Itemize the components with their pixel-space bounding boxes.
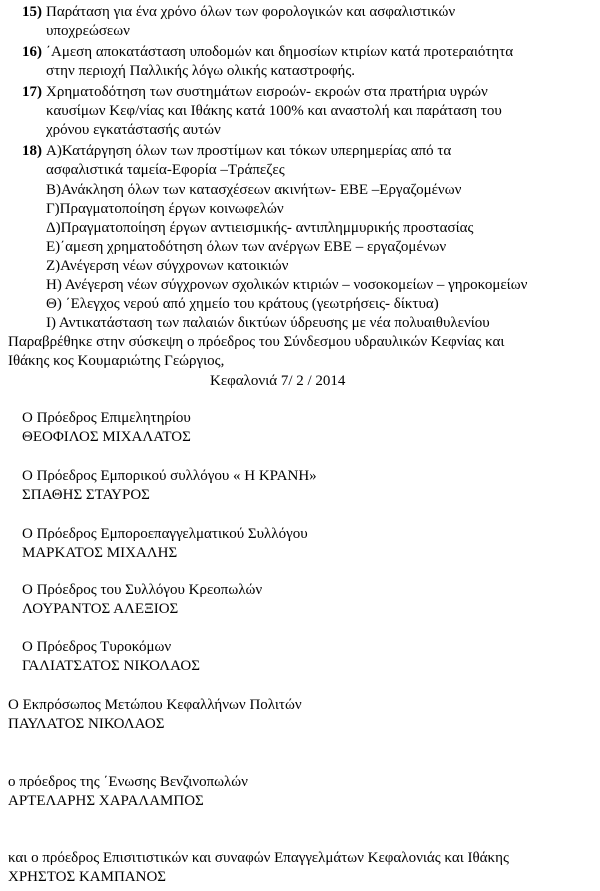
signatory-8-role: και ο πρόεδρος Επισιτιστικών και συναφών Επαγγελμάτων Κεφαλονιάς και Ιθάκης xyxy=(8,850,509,866)
item-18-sub-a-cont: ασφαλιστικά ταμεία-Εφορία –Τράπεζες xyxy=(46,162,285,178)
closing-line-1: Παραβρέθηκε στην σύσκεψη ο πρόεδρος του Σύνδεσμου υδραυλικών Κεφνίας και xyxy=(8,334,505,350)
document-date: Κεφαλονιά 7/ 2 / 2014 xyxy=(210,373,346,389)
signatory-4-role: Ο Πρόεδρος του Συλλόγου Κρεοπωλών xyxy=(22,582,263,598)
item-18-sub-i: Ι) Αντικατάσταση των παλαιών δικτύων ύδρευσης με νέα πολυαιθυλενίου xyxy=(46,315,490,331)
item-18-sub-a: Α)Κατάργηση όλων των προστίμων και τόκων υπερημερίας από τα xyxy=(46,143,452,159)
signatory-6-role: Ο Εκπρόσωπος Μετώπου Κεφαλλήνων Πολιτών xyxy=(8,697,302,713)
signatory-1-name: ΘΕΟΦΙΛΟΣ ΜΙΧΑΛΑΤΟΣ xyxy=(22,429,191,445)
item-16-number: 16) xyxy=(22,44,42,60)
signatory-3-role: Ο Πρόεδρος Εμποροεπαγγελματικού Συλλόγου xyxy=(22,526,308,542)
signatory-8-name: ΧΡΗΣΤΟΣ ΚΑΜΠΑΝΟΣ xyxy=(8,869,167,885)
item-15-line-2: υποχρεώσεων xyxy=(46,23,130,39)
item-18-sub-b: Β)Ανάκληση όλων των κατασχέσεων ακινήτων- ΕΒΕ –Εργαζομένων xyxy=(46,182,462,198)
signatory-2-name: ΣΠΑΘΗΣ ΣΤΑΥΡΟΣ xyxy=(22,487,150,503)
item-16-line-2: στην περιοχή Παλλικής λόγω ολικής καταστροφής. xyxy=(46,63,356,79)
item-15-line-1: Παράταση για ένα χρόνο όλων των φορολογικών και ασφαλιστικών xyxy=(46,4,456,20)
item-18-sub-z: Ζ)Ανέγερση νέων σύγχρονων κατοικιών xyxy=(46,258,289,274)
item-16-line-1: ΄Αμεση αποκατάσταση υποδομών και δημοσίων κτιρίων κατά προτεραιότητα xyxy=(46,44,514,60)
item-15-number: 15) xyxy=(22,4,42,20)
signatory-2-role: Ο Πρόεδρος Εμπορικού συλλόγου « Η ΚΡΑΝΗ» xyxy=(22,468,317,484)
signatory-7-role: ο πρόεδρος της ΄Ενωσης Βενζινοπωλών xyxy=(8,774,248,790)
signatory-3-name: ΜΑΡΚΑΤΟΣ ΜΙΧΑΛΗΣ xyxy=(22,545,178,561)
closing-line-2: Ιθάκης κος Κουμαριώτης Γεώργιος, xyxy=(8,353,225,369)
signatory-1-role: Ο Πρόεδρος Επιμελητηρίου xyxy=(22,410,191,426)
item-17-line-1: Χρηματοδότηση των συστημάτων εισροών- εκροών στα πρατήρια υγρών xyxy=(46,84,488,100)
signatory-5-role: Ο Πρόεδρος Τυροκόμων xyxy=(22,639,172,655)
signatory-6-name: ΠΑΥΛΑΤΟΣ ΝΙΚΟΛΑΟΣ xyxy=(8,716,165,732)
item-18-sub-c: Γ)Πραγματοποίηση έργων κοινωφελών xyxy=(46,201,284,217)
item-18-sub-d: Δ)Πραγματοποίηση έργων αντιεισμικής- αντιπλημμυρικής προστασίας xyxy=(46,220,474,236)
signatory-7-name: ΑΡΤΕΛΑΡΗΣ ΧΑΡΑΛΑΜΠΟΣ xyxy=(8,793,204,809)
item-18-sub-th: Θ) ΄Ελεγχος νερού από χημείο του κράτους (γεωτρήσεις- δίκτυα) xyxy=(46,296,439,312)
signatory-5-name: ΓΑΛΙΑΤΣΑΤΟΣ ΝΙΚΟΛΑΟΣ xyxy=(22,658,200,674)
item-18-sub-h: Η) Ανέγερση νέων σύγχρονων σχολικών κτιριών – νοσοκομείων – γηροκομείων xyxy=(46,277,528,293)
signatory-4-name: ΛΟΥΡΑΝΤΟΣ ΑΛΕΞΙΟΣ xyxy=(22,601,179,617)
item-18-number: 18) xyxy=(22,143,42,159)
item-18-sub-e: Ε)΄αμεση χρηματοδότηση όλων των ανέργων ΕΒΕ – εργαζομένων xyxy=(46,239,447,255)
item-17-line-3: χρόνου εγκατάστασής αυτών xyxy=(46,122,221,138)
item-17-line-2: καυσίμων Κεφ/νίας και Ιθάκης κατά 100% και αναστολή και παράταση του xyxy=(46,103,502,119)
item-17-number: 17) xyxy=(22,84,42,100)
